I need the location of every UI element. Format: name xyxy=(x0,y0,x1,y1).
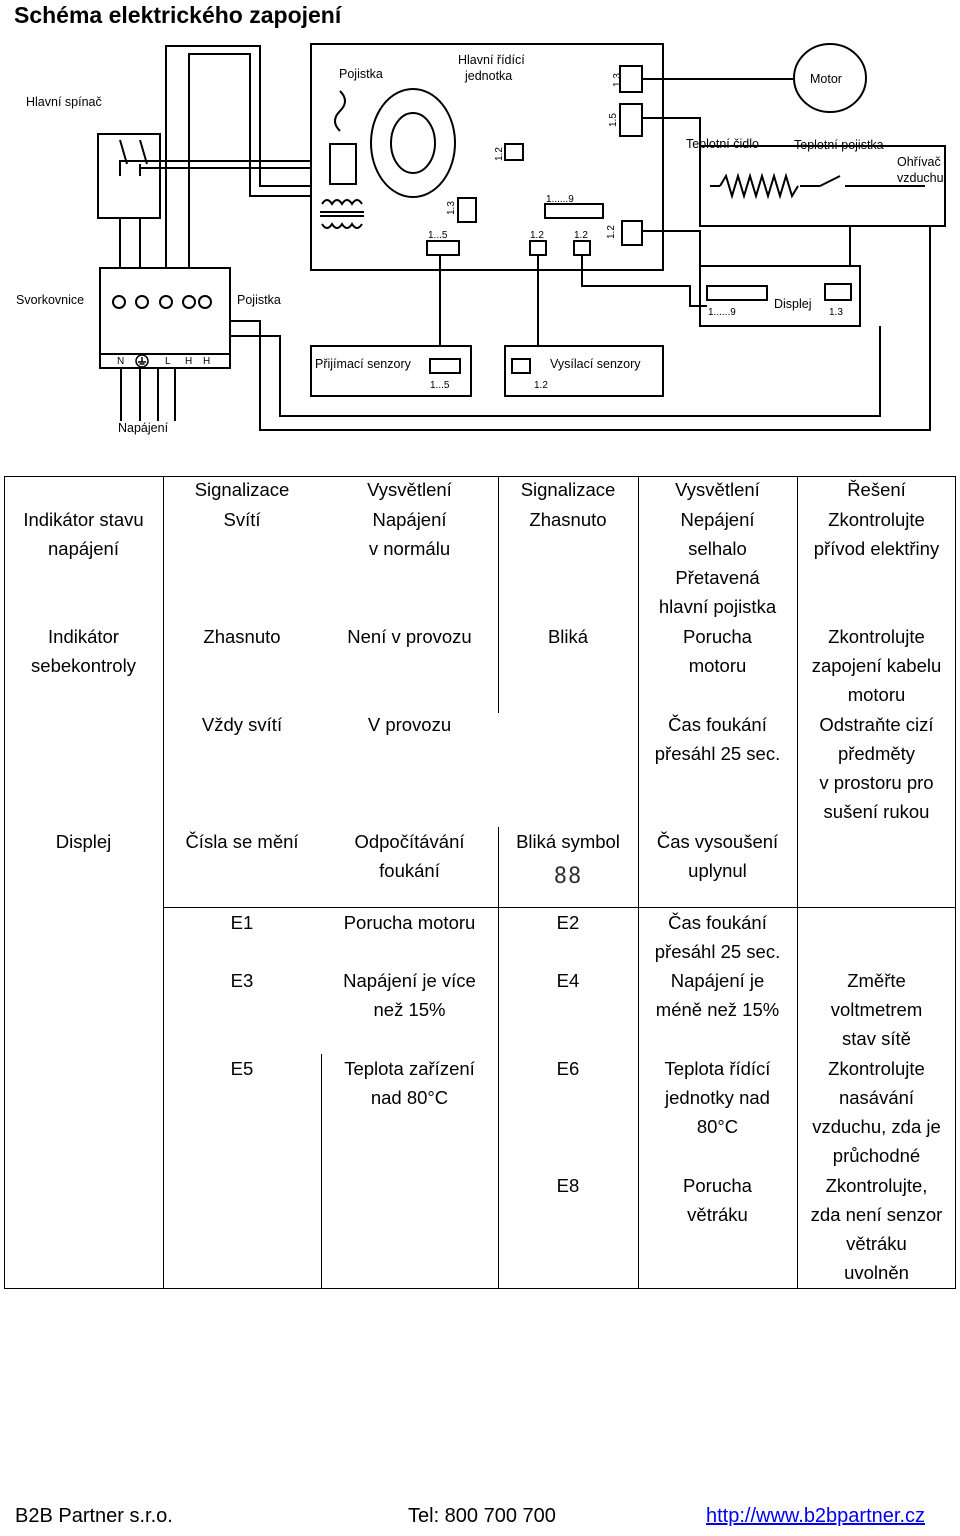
table-cell: V provozu xyxy=(367,714,452,735)
error-code: E2 xyxy=(556,912,580,933)
row-label: Indikátor sebekontroly xyxy=(31,626,136,676)
error-code: E6 xyxy=(556,1058,580,1079)
error-code: E5 xyxy=(230,1058,254,1079)
table-rule xyxy=(163,476,164,1289)
error-code: E1 xyxy=(230,912,254,933)
table-cell: Změřte voltmetrem stav sítě xyxy=(830,970,923,1049)
header-cell: Signalizace xyxy=(520,479,616,500)
label-receiver: Přijímací senzory xyxy=(315,357,411,371)
table-cell: Zkontrolujte zapojení kabelu motoru xyxy=(811,626,942,705)
label-power: Napájení xyxy=(118,421,169,435)
pin-label: 1.2 xyxy=(574,230,588,241)
label-temp-sensor: Teplotní čidlo xyxy=(686,137,759,151)
footer-phone: Tel: 800 700 700 xyxy=(408,1505,556,1527)
table-cell: Čas foukání přesáhl 25 sec. xyxy=(654,912,781,962)
label-fuse-side: Pojistka xyxy=(237,293,281,307)
terminal-h1: H xyxy=(185,356,193,367)
table-cell: Čas vysoušení uplynul xyxy=(656,831,779,881)
label-heater-2: vzduchu xyxy=(897,171,944,185)
table-cell: Zhasnuto xyxy=(529,509,607,530)
table-cell: Zhasnuto xyxy=(203,626,281,647)
pin-label: 1.3 xyxy=(446,201,457,215)
table-cell: Zkontrolujte přívod elektřiny xyxy=(813,509,940,559)
table-cell: Svítí xyxy=(223,509,261,530)
table-cell: Zkontrolujte nasávání vzduchu, zda je průchodné xyxy=(812,1058,941,1166)
table-cell: Vždy svítí xyxy=(201,714,283,735)
table-cell: Bliká symbol xyxy=(516,831,620,852)
pin-label: 1.3 xyxy=(612,73,623,87)
table-cell: Teplota zařízení nad 80°C xyxy=(344,1058,475,1108)
header-cell: Vysvětlení xyxy=(367,479,452,500)
label-main-unit-2: jednotka xyxy=(465,69,513,83)
row-label: Displej xyxy=(55,831,112,852)
label-temp-fuse: Teplotní pojistka xyxy=(794,138,884,152)
label-terminal: Svorkovnice xyxy=(16,293,85,307)
pin-label: 1......9 xyxy=(546,194,574,205)
pin-label: 1.3 xyxy=(829,307,843,318)
pin-label: 1......9 xyxy=(708,307,736,318)
table-cell: Nepájení selhalo Přetavená hlavní pojistka xyxy=(658,509,777,617)
label-transmitter: Vysílací senzory xyxy=(550,357,641,371)
table-cell: Napájení je více než 15% xyxy=(343,970,476,1020)
table-rule xyxy=(4,476,5,1289)
pin-label: 1.5 xyxy=(608,113,619,127)
table-cell: Čas foukání přesáhl 25 sec. xyxy=(654,714,781,764)
header-cell: Řešení xyxy=(847,479,906,500)
pin-label: 1.2 xyxy=(534,380,548,391)
label-motor: Motor xyxy=(810,72,842,86)
pin-label: 1...5 xyxy=(428,230,448,241)
table-cell: Teplota řídící jednotky nad 80°C xyxy=(664,1058,771,1137)
pin-label: 1.2 xyxy=(494,147,505,161)
label-main-unit-1: Hlavní řídící xyxy=(458,53,525,67)
pin-label: 1.2 xyxy=(606,225,617,239)
terminal-l: L xyxy=(165,356,171,367)
table-cell: Není v provozu xyxy=(347,626,472,647)
terminal-h2: H xyxy=(203,356,211,367)
blinking-symbol: 88 xyxy=(553,864,583,889)
error-code: E4 xyxy=(556,970,580,991)
table-cell: Porucha motoru xyxy=(683,626,752,676)
table-cell: Odstraňte cizí předměty v prostoru pro sušení rukou xyxy=(819,714,934,822)
table-cell: Čísla se mění xyxy=(185,831,299,852)
label-fuse-top: Pojistka xyxy=(339,67,383,81)
table-cell: Odpočítávání foukání xyxy=(354,831,465,881)
error-code: E8 xyxy=(556,1175,580,1196)
label-display: Displej xyxy=(774,297,812,311)
footer-company: B2B Partner s.r.o. xyxy=(15,1505,173,1527)
table-cell: Porucha motoru xyxy=(343,912,476,933)
label-heater-1: Ohřívač xyxy=(897,155,941,169)
error-code: E3 xyxy=(230,970,254,991)
label-main-switch: Hlavní spínač xyxy=(26,95,102,109)
table-cell: Porucha větráku xyxy=(683,1175,752,1225)
footer-website-link[interactable]: http://www.b2bpartner.cz xyxy=(706,1505,926,1527)
terminal-n: N xyxy=(117,356,125,367)
table-cell: Napájení je méně než 15% xyxy=(655,970,780,1020)
header-cell: Signalizace xyxy=(194,479,290,500)
header-cell: Vysvětlení xyxy=(675,479,760,500)
table-cell: Zkontrolujte, zda není senzor větráku uvolněn xyxy=(810,1175,943,1283)
table-cell: Bliká xyxy=(547,626,589,647)
page-title: Schéma elektrického zapojení xyxy=(14,2,342,28)
table-cell: Napájení v normálu xyxy=(368,509,451,559)
pin-label: 1...5 xyxy=(430,380,450,391)
row-label: Indikátor stavu napájení xyxy=(23,509,144,559)
table-rule xyxy=(4,1288,956,1289)
pin-label: 1.2 xyxy=(530,230,544,241)
